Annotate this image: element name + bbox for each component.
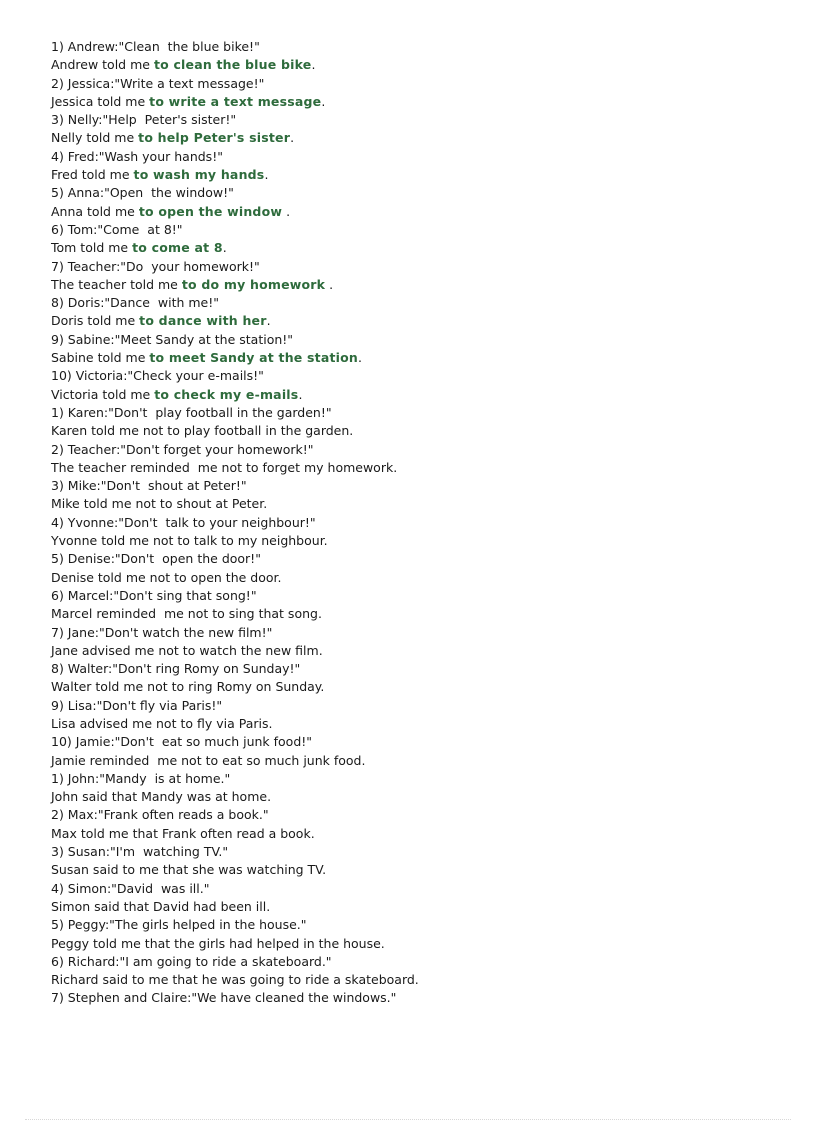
answer-lead: Anna told me (51, 203, 139, 219)
exercise-prompt: 4) Yvonne:"Don't talk to your neighbour!" (51, 514, 316, 530)
exercise-answer: Simon said that David had been ill. (51, 898, 271, 914)
exercise-prompt: 10) Jamie:"Don't eat so much junk food!" (51, 734, 313, 750)
answer-lead: Doris told me (51, 313, 140, 329)
exercise-prompt: 9) Sabine:"Meet Sandy at the station!" (51, 331, 294, 347)
exercise-answer: Lisa advised me not to fly via Paris. (51, 715, 273, 731)
answer-lead: The teacher told me (51, 276, 182, 292)
exercise-answer: Susan said to me that she was watching TV. (51, 862, 327, 878)
exercise-prompt: 5) Peggy:"The girls helped in the house." (51, 917, 307, 933)
exercise-prompt: 8) Doris:"Dance with me!" (51, 295, 219, 311)
exercise-answer: Walter told me not to ring Romy on Sunday. (51, 679, 325, 695)
answer-highlight: to come at 8 (132, 240, 223, 256)
exercise-answer (51, 93, 791, 111)
exercise-answer: Jane advised me not to watch the new film. (51, 642, 323, 658)
exercise-prompt: 5) Anna:"Open the window!" (51, 185, 234, 201)
exercise-prompt: 4) Fred:"Wash your hands!" (51, 148, 223, 164)
answer-tail: . (264, 167, 269, 183)
exercise-prompt: 3) Susan:"I'm watching TV." (51, 844, 229, 860)
exercise-answer (51, 312, 791, 330)
worksheet-answers (51, 38, 791, 1008)
exercise-prompt: 2) Jessica:"Write a text message!" (51, 75, 265, 91)
exercise-prompt: 2) Teacher:"Don't forget your homework!" (51, 441, 314, 457)
answer-lead: Fred told me (51, 167, 134, 183)
exercise-prompt: 6) Richard:"I am going to ride a skateboard." (51, 953, 332, 969)
exercise-answer: Denise told me not to open the door. (51, 569, 282, 585)
answer-highlight: to do my homework (181, 276, 326, 292)
exercise-answer: Peggy told me that the girls had helped in the house. (51, 935, 385, 951)
exercise-prompt: 8) Walter:"Don't ring Romy on Sunday!" (51, 661, 301, 677)
exercise-prompt: 3) Mike:"Don't shout at Peter!" (51, 478, 247, 494)
exercise-answer (51, 203, 791, 221)
exercise-answer (51, 386, 791, 404)
exercise-prompt: 9) Lisa:"Don't fly via Paris!" (51, 697, 223, 713)
exercise-prompt: 3) Nelly:"Help Peter's sister!" (51, 112, 237, 128)
exercise-prompt: 2) Max:"Frank often reads a book." (51, 807, 269, 823)
answer-highlight: to check my e-mails (154, 386, 299, 402)
exercise-prompt: 7) Jane:"Don't watch the new film!" (51, 624, 273, 640)
exercise-answer (51, 349, 791, 367)
answer-lead: Victoria told me (51, 386, 155, 402)
exercise-answer: Mike told me not to shout at Peter. (51, 496, 268, 512)
answer-tail: . (358, 350, 363, 366)
exercise-answer (51, 166, 791, 184)
answer-lead: Sabine told me (51, 350, 150, 366)
page-divider (25, 1119, 791, 1120)
exercise-answer: Karen told me not to play football in the garden. (51, 423, 354, 439)
exercise-prompt: 7) Stephen and Claire:"We have cleaned the windows." (51, 990, 397, 1006)
answer-tail: . (321, 93, 326, 109)
exercise-answer: Jamie reminded me not to eat so much junk food. (51, 752, 366, 768)
answer-tail: . (298, 386, 303, 402)
exercise-answer (51, 276, 791, 294)
exercise-answer (51, 239, 791, 257)
exercise-prompt: 5) Denise:"Don't open the door!" (51, 551, 261, 567)
exercise-prompt: 4) Simon:"David was ill." (51, 880, 210, 896)
answer-lead: Nelly told me (51, 130, 139, 146)
exercise-answer: John said that Mandy was at home. (51, 789, 272, 805)
exercise-prompt: 6) Marcel:"Don't sing that song!" (51, 587, 257, 603)
answer-tail: . (311, 57, 316, 73)
exercise-answer: Max told me that Frank often read a book. (51, 825, 315, 841)
answer-highlight: to help Peter's sister (138, 130, 291, 146)
answer-highlight: to meet Sandy at the station (149, 350, 359, 366)
answer-tail: . (282, 203, 291, 219)
exercise-prompt: 6) Tom:"Come at 8!" (51, 221, 183, 237)
exercise-answer: The teacher reminded me not to forget my homework. (51, 459, 398, 475)
answer-lead: Andrew told me (51, 57, 154, 73)
answer-highlight: to open the window (138, 203, 283, 219)
exercise-answer: Yvonne told me not to talk to my neighbour. (51, 533, 328, 549)
answer-highlight: to dance with her (139, 313, 267, 329)
exercise-prompt: 1) John:"Mandy is at home." (51, 770, 231, 786)
answer-lead: Jessica told me (51, 93, 150, 109)
exercise-answer: Richard said to me that he was going to ride a skateboard. (51, 972, 419, 988)
answer-highlight: to wash my hands (133, 167, 265, 183)
answer-highlight: to clean the blue bike (153, 57, 312, 73)
exercise-prompt: 1) Andrew:"Clean the blue bike!" (51, 39, 260, 54)
answer-tail: . (325, 276, 334, 292)
answer-tail: . (290, 130, 295, 146)
exercise-prompt: 1) Karen:"Don't play football in the garden!" (51, 404, 332, 420)
answer-lead: Tom told me (51, 240, 133, 256)
answer-tail: . (266, 313, 271, 329)
answer-highlight: to write a text message (149, 93, 322, 109)
answer-tail: . (222, 240, 227, 256)
exercise-answer (51, 56, 791, 74)
exercise-answer (51, 129, 791, 147)
exercise-prompt: 7) Teacher:"Do your homework!" (51, 258, 260, 274)
exercise-prompt: 10) Victoria:"Check your e-mails!" (51, 368, 264, 384)
exercise-answer: Marcel reminded me not to sing that song. (51, 606, 322, 622)
